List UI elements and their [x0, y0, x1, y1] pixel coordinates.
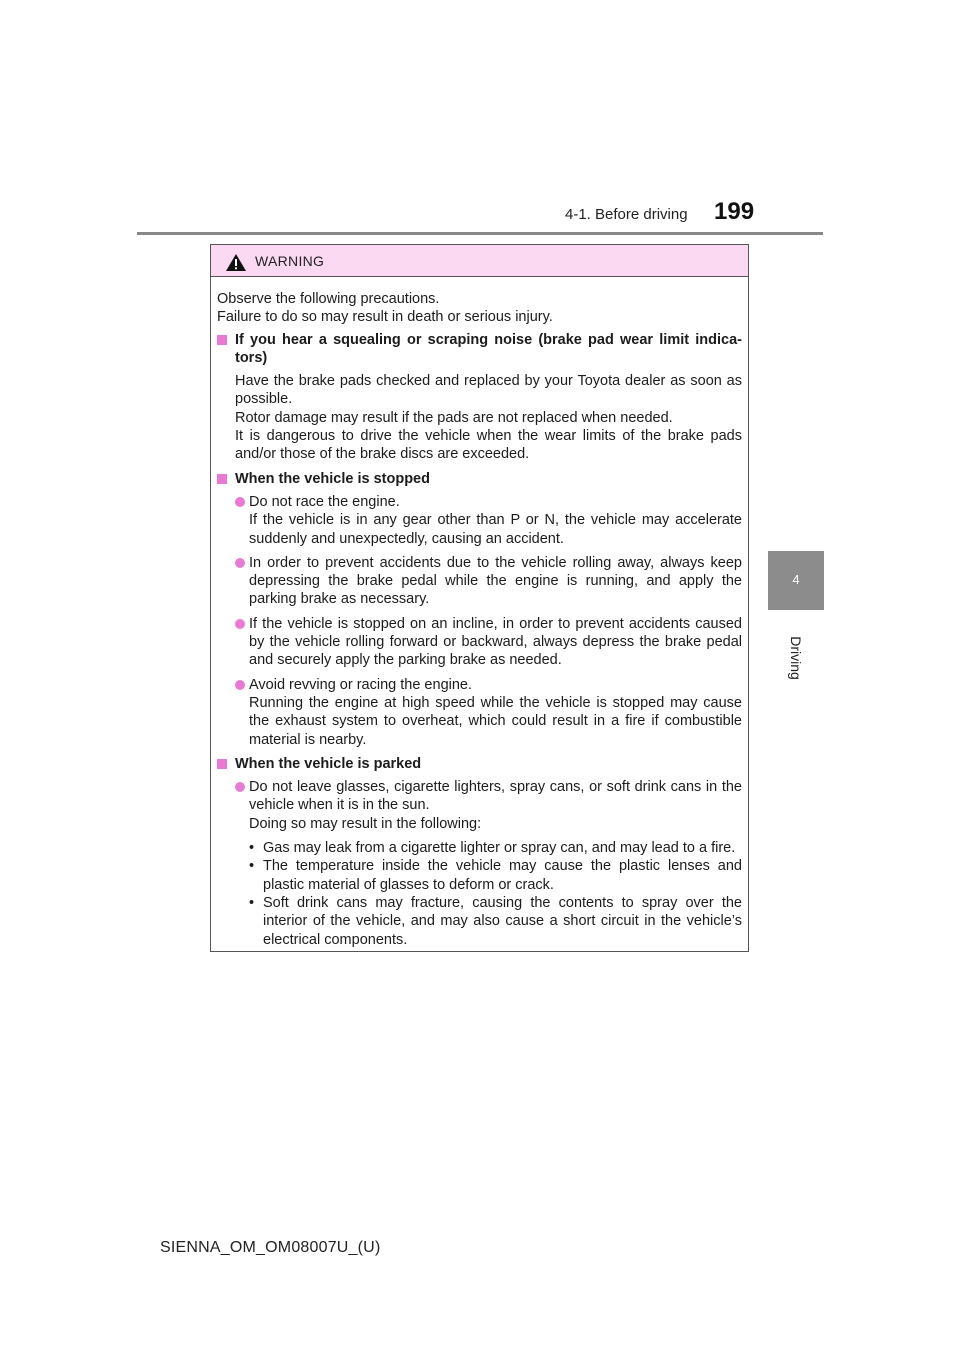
precaution-item	[235, 778, 742, 949]
warning-section	[217, 331, 742, 464]
precaution-line: Avoid revving or racing the engine.	[249, 676, 473, 693]
precaution-text	[249, 554, 742, 609]
section-paragraph: It is dangerous to drive the vehicle when the wear limits of the brake pads and/or those of the brake discs are exceeded.	[235, 428, 742, 463]
precaution-text	[249, 676, 742, 749]
section-title: 4-1. Before driving	[565, 206, 688, 223]
document-code: SIENNA_OM_OM08007U_(U)	[160, 1239, 381, 1256]
precaution-line: If the vehicle is stopped on an incline, in order to prevent accidents caused by the vehicle rolling forward or backward, always depress the brake pedal and securely apply the parking brake as needed.	[249, 615, 742, 669]
warning-header	[211, 245, 748, 277]
circle-bullet-icon	[235, 497, 245, 507]
warning-intro	[217, 290, 742, 327]
precaution-item	[235, 554, 742, 609]
bullet-dot-icon: •	[249, 858, 255, 875]
precaution-item	[235, 676, 742, 749]
precaution-item	[235, 615, 742, 670]
consequence-item	[249, 894, 742, 949]
warning-sections	[217, 331, 742, 949]
section-heading: If you hear a squealing or scraping noise (brake pad wear limit indica-tors)	[235, 331, 742, 366]
square-bullet-icon	[217, 759, 227, 769]
square-bullet-icon	[217, 335, 227, 345]
precaution-line: In order to prevent accidents due to the vehicle rolling away, always keep depressing the brake pedal while the engine is running, and apply the parking brake as necessary.	[249, 554, 742, 608]
section-text	[235, 372, 742, 463]
precaution-text	[249, 778, 742, 949]
section-heading: When the vehicle is stopped	[235, 470, 430, 487]
circle-bullet-icon	[235, 558, 245, 568]
precaution-text	[249, 493, 742, 548]
consequence-text: Soft drink cans may fracture, causing the contents to spray over the interior of the vehicle, and may also cause a short circuit in the vehicle’s electrical components.	[263, 894, 742, 948]
section-heading: When the vehicle is parked	[235, 755, 422, 772]
bullet-dot-icon: •	[249, 894, 255, 911]
circle-bullet-icon	[235, 680, 245, 690]
precaution-line: If the vehicle is in any gear other than P or N, the vehicle may accelerate suddenly and unexpectedly, causing an accident.	[249, 512, 742, 547]
square-bullet-icon	[217, 474, 227, 484]
circle-bullet-icon	[235, 619, 245, 629]
consequence-text: The temperature inside the vehicle may cause the plastic lenses and plastic material of glasses to deform or crack.	[263, 858, 742, 893]
consequence-item	[249, 839, 742, 857]
section-paragraph: Rotor damage may result if the pads are not replaced when needed.	[235, 409, 673, 426]
consequence-list	[249, 839, 742, 949]
section-items	[235, 493, 742, 749]
intro-line: Observe the following precautions.	[217, 291, 440, 307]
chapter-tab[interactable]	[768, 551, 824, 610]
consequence-item	[249, 857, 742, 894]
warning-title: WARNING	[255, 253, 325, 269]
chapter-number: 4	[792, 572, 800, 587]
precaution-text	[249, 615, 742, 670]
section-items	[235, 778, 742, 949]
precaution-line: Doing so may result in the following:	[249, 815, 482, 832]
precaution-line: Do not race the engine.	[249, 493, 400, 510]
header-divider	[137, 232, 823, 235]
circle-bullet-icon	[235, 782, 245, 792]
intro-line: Failure to do so may result in death or serious injury.	[217, 309, 553, 326]
precaution-line: Do not leave glasses, cigarette lighters, spray cans, or soft drink cans in the vehicle when it is in the sun.	[249, 779, 742, 814]
precaution-line: Running the engine at high speed while the vehicle is stopped may cause the exhaust system to overheat, which could result in a fire if combustible material is nearby.	[249, 694, 742, 748]
page-number: 199	[714, 198, 755, 225]
section-paragraph: Have the brake pads checked and replaced by your Toyota dealer as soon as possible.	[235, 373, 742, 408]
warning-triangle-icon	[225, 253, 247, 272]
warning-section	[217, 470, 742, 749]
warning-section	[217, 755, 742, 949]
warning-body	[211, 277, 748, 949]
precaution-item	[235, 493, 742, 548]
bullet-dot-icon: •	[249, 840, 255, 857]
consequence-text: Gas may leak from a cigarette lighter or spray can, and may lead to a fire.	[263, 840, 736, 857]
warning-box	[210, 244, 749, 952]
chapter-label: Driving	[788, 636, 804, 680]
